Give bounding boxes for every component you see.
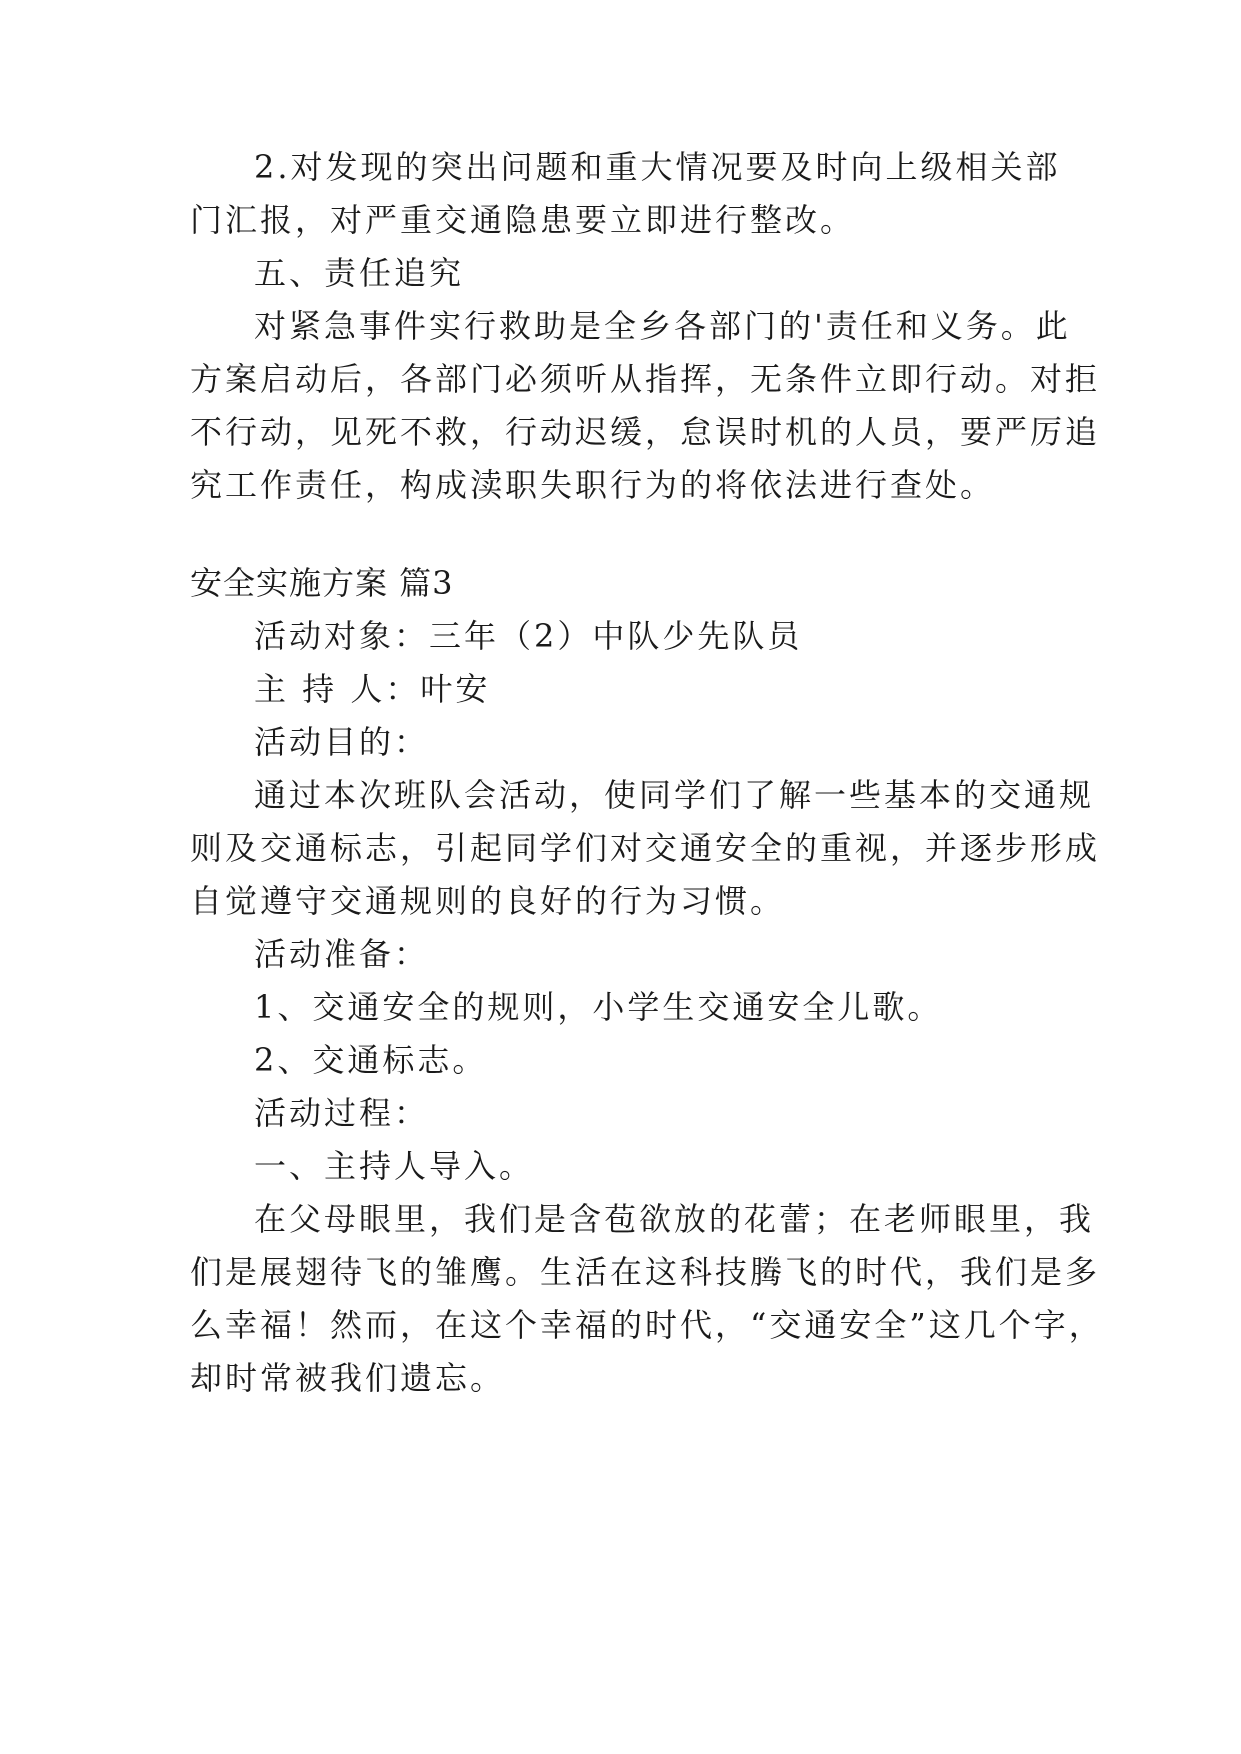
process-label: 活动过程： <box>254 1094 430 1132</box>
purpose-label: 活动目的： <box>254 723 430 761</box>
activity-audience: 活动对象：三年（2）中队少先队员 <box>254 617 803 655</box>
section-5-paragraph-line-3: 不行动，见死不救，行动迟缓，怠误时机的人员，要严厉追 <box>190 413 1101 451</box>
intro-line-2: 们是展翅待飞的雏鹰。生活在这科技腾飞的时代，我们是多 <box>190 1253 1101 1291</box>
activity-host: 主 持 人：叶安 <box>254 670 491 708</box>
prep-label: 活动准备： <box>254 935 430 973</box>
prep-item-1: 1、交通安全的规则，小学生交通安全儿歌。 <box>254 988 943 1026</box>
item-2-line-2: 门汇报，对严重交通隐患要立即进行整改。 <box>190 201 856 239</box>
section-5-paragraph-line-4: 究工作责任，构成渎职失职行为的将依法进行查处。 <box>190 466 996 504</box>
section-5-paragraph-line-2: 方案启动后，各部门必须听从指挥，无条件立即行动。对拒 <box>190 360 1101 398</box>
purpose-line-3: 自觉遵守交通规则的良好的行为习惯。 <box>190 882 786 920</box>
intro-line-1: 在父母眼里，我们是含苞欲放的花蕾；在老师眼里，我 <box>254 1200 1095 1238</box>
intro-line-4: 却时常被我们遗忘。 <box>190 1359 506 1397</box>
prep-item-2: 2、交通标志。 <box>254 1041 488 1079</box>
article-title: 安全实施方案 篇3 <box>190 564 454 602</box>
section-5-paragraph-line-1: 对紧急事件实行救助是全乡各部门的'责任和义务。此 <box>254 307 1071 345</box>
purpose-line-1: 通过本次班队会活动，使同学们了解一些基本的交通规 <box>254 776 1095 814</box>
intro-line-3: 么幸福！然而，在这个幸福的时代，“交通安全”这几个字， <box>190 1306 1104 1344</box>
item-2-line-1: 2.对发现的突出问题和重大情况要及时向上级相关部 <box>254 148 1061 186</box>
section-5-heading: 五、责任追究 <box>254 254 465 292</box>
step-1-heading: 一、主持人导入。 <box>254 1147 535 1185</box>
purpose-line-2: 则及交通标志，引起同学们对交通安全的重视，并逐步形成 <box>190 829 1101 867</box>
